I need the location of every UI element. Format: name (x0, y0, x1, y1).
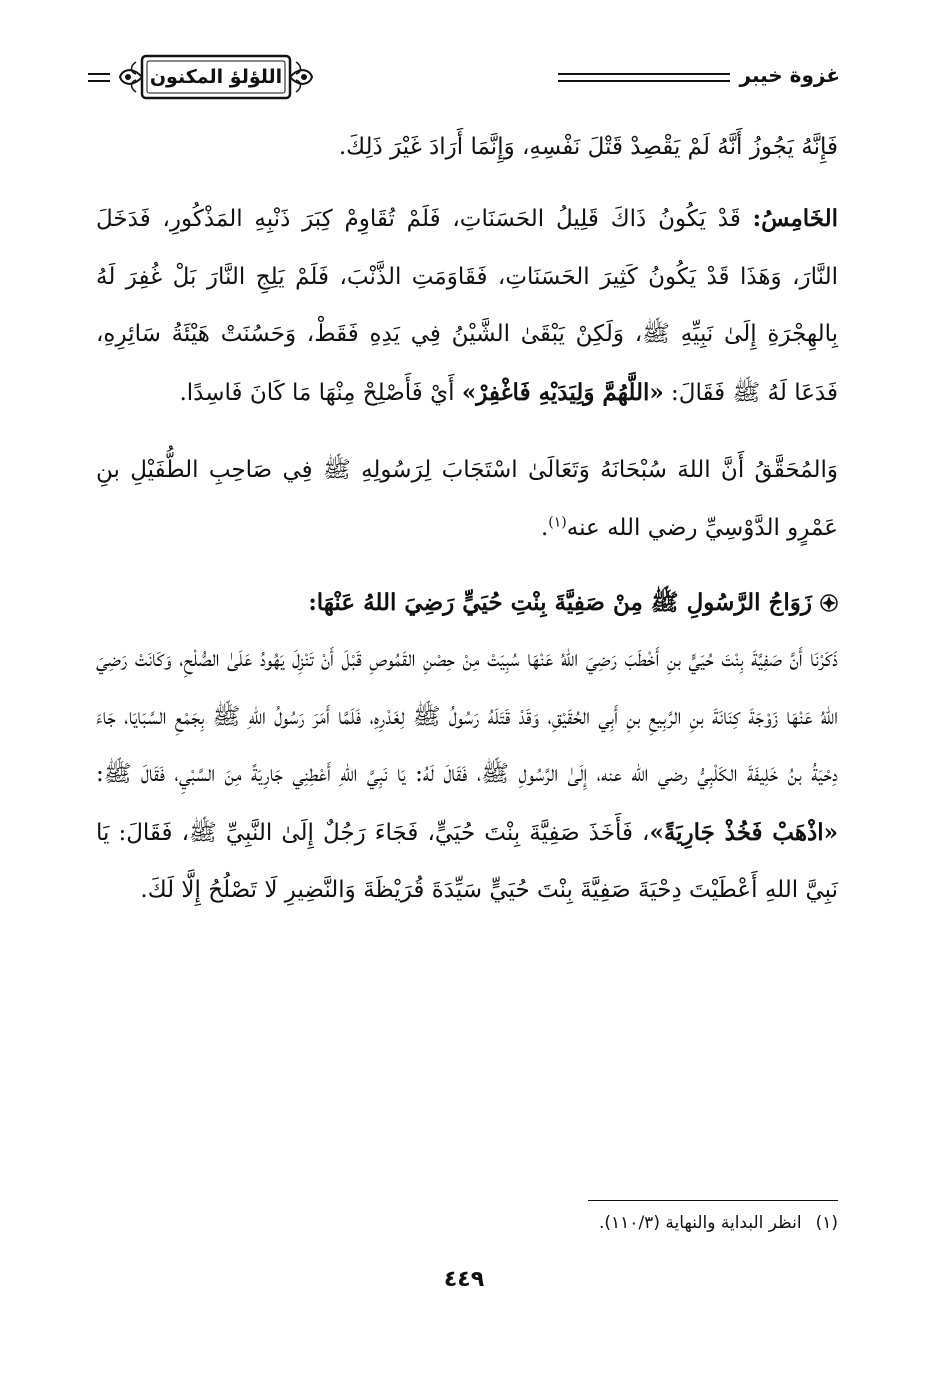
paragraph-4-text-a: ذَكَرْنَا أَنَّ صَفِيَّةَ بِنْتَ حُيَيٍّ بنِ أَخْطَبَ رَضِيَ اللهُ عَنْهَا سُبِيَتْ مِنْ حِصْنِ القَمُوصِ قَبْلَ أَنْ تَنْزِلَ يَهُودُ عَلَىٰ الصُّلْحِ، وَكَانَتْ رَضِيَ اللهُ عَنْهَا زَوْجَةَ كِنَانَةَ بنِ الرَّبِيعِ بنِ أَبِي الحُقَيْقِ، وَقَدْ قَتَلَهُ رَسُولُ ﷺ لِغَدْرِهِ، فَلَمَّا أَمَرَ رَسُولُ اللهِ ﷺ بِجَمْعِ السَّبَايَا، جَاءَ دِحْيَةُ بنُ خَلِيفَةَ الكَلْبِيُّ رضي الله عنه، إِلَىٰ الرَّسُولِ ﷺ، فَقَالَ لَهُ: يَا نَبِيَّ اللهِ أَعْطِنِي جَارِيَةً مِنَ السَّبْيِ، فَقَالَ ﷺ: (96, 646, 838, 787)
main-text (96, 124, 838, 920)
paragraph-3-text: وَالمُحَقَّقُ أَنَّ اللهَ سُبْحَانَهُ وَتَعَالَىٰ اسْتَجَابَ لِرَسُولِهِ ﷺ فِي صَاحِبِ الطُّفَيْلِ بنِ عَمْرٍو الدَّوْسِيِّ رضي الله عنه (96, 457, 838, 541)
chapter-title: غزوة خيبر (739, 63, 840, 87)
paragraph-2-text-b: أَيْ فَأَصْلِحْ مِنْهَا مَا كَانَ فَاسِدًا. (179, 379, 462, 406)
section-heading (96, 579, 838, 627)
paragraph-2-text-a: قَدْ يَكُونُ ذَاكَ قَلِيلُ الحَسَنَاتِ، فَلَمْ تُقَاوِمْ كِبَرَ ذَنْبِهِ المَذْكُورِ، فَدَخَلَ النَّارَ، وَهَذَا قَدْ يَكُونُ كَثِيرَ الحَسَنَاتِ، فَقَاوَمَتِ الذَّنْبَ، فَلَمْ يَلِجِ النَّارَ بَلْ غُفِرَ لَهُ بِالهِجْرَةِ إِلَىٰ نَبِيِّهِ ﷺ، وَلَكِنْ يَبْقَىٰ الشَّيْنُ فِي يَدِهِ فَقَطْ، وَحَسُنَتْ هَيْئَةُ سَائِرِهِ، فَدَعَا لَهُ ﷺ فَقَالَ: (96, 206, 838, 406)
paragraph-4-text-b: ، فَأَخَذَ صَفِيَّةَ بِنْتَ حُيَيٍّ، فَجَاءَ رَجُلٌ إِلَىٰ النَّبِيِّ ﷺ، فَقَالَ: يَا نَبِيَّ اللهِ أَعْطَيْتَ دِحْيَةَ صَفِيَّةَ بِنْتَ حُيَيٍّ سَيِّدَةَ قُرَيْظَةَ وَالنَّضِيرِ لَا تَصْلُحُ إِلَّا لَكَ. (96, 819, 838, 903)
book-title-cartouche (118, 52, 314, 102)
footnote-separator (588, 1200, 838, 1201)
section-heading-text: زَوَاجُ الرَّسُولِ ﷺ مِنْ صَفِيَّةَ بِنْتِ حُيَيٍّ رَضِيَ اللهُ عَنْهَا: (308, 589, 812, 616)
paragraph-2-lead: الخَامِسُ: (752, 205, 839, 232)
flower-bullet-icon (820, 594, 838, 612)
header-rule-right (558, 73, 730, 82)
running-header (88, 48, 840, 108)
footnote-text: انظر البداية والنهاية (١١٠/٣). (599, 1213, 802, 1233)
paragraph-3 (96, 442, 838, 557)
paragraph-2-quote: «اللَّهُمَّ وَلِيَدَيْهِ فَاغْفِرْ» (461, 378, 664, 406)
page-number: ٤٤٩ (443, 1267, 485, 1292)
paragraph-4 (96, 631, 838, 920)
paragraph-2 (96, 190, 838, 422)
footnote-number: (١) (815, 1213, 838, 1233)
header-rule-left (88, 73, 110, 82)
paragraph-4-quote: «اذْهَبْ فَخُذْ جَارِيَةً» (649, 818, 839, 846)
book-title: اللؤلؤ المكنون (149, 66, 283, 88)
paragraph-1: فَإِنَّهُ يَجُوزُ أَنَّهُ لَمْ يَقْصِدْ قَتْلَ نَفْسِهِ، وَإِنَّمَا أَرَادَ غَيْرَ ذَلِكَ. (338, 134, 838, 160)
footnote-reference[interactable]: (١) (548, 513, 567, 530)
footnote (98, 1206, 838, 1240)
paragraph-3-end: . (540, 514, 549, 541)
